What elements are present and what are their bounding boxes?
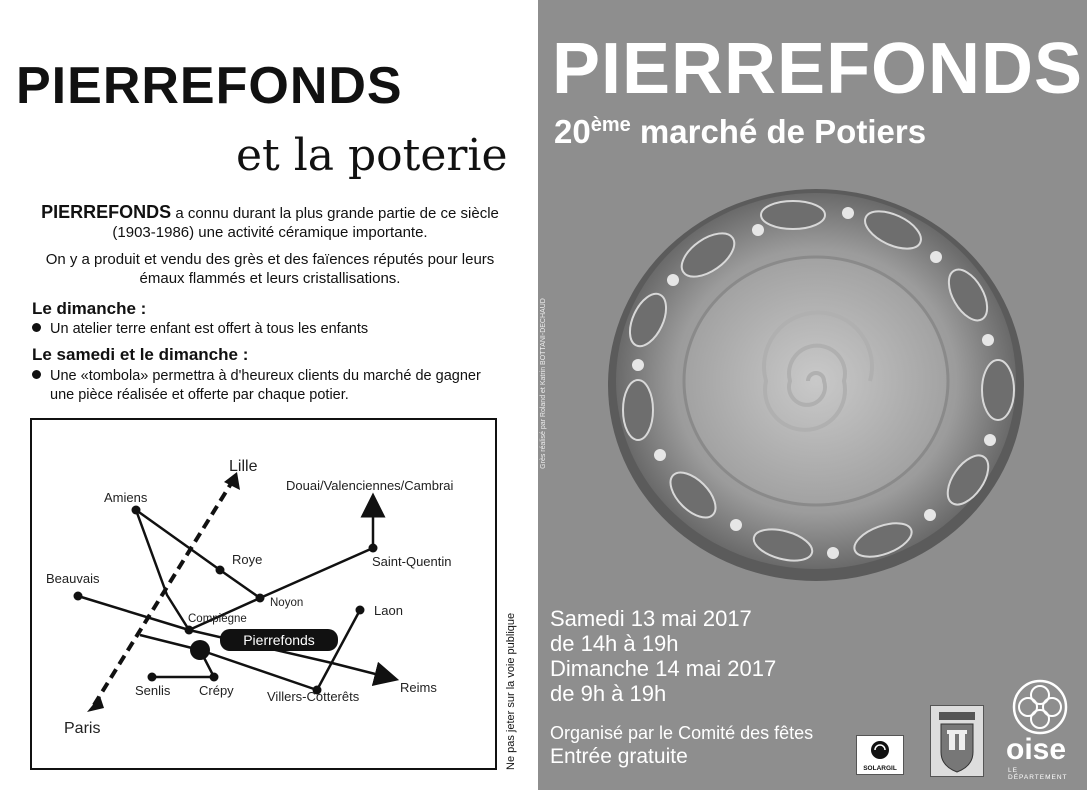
section1-heading: Le dimanche : [32, 299, 147, 318]
organizer-text: Organisé par le Comité des fêtes [550, 723, 814, 743]
map-label-beauvais: Beauvais [46, 571, 100, 586]
section1-bullet [32, 320, 512, 339]
photo-credit: Grès réalisé par Roland et Katrin BOTTANI-DECHAUD [539, 298, 547, 469]
map-label-villers: Villers-Cotterêts [267, 689, 360, 704]
map-label-noyon: Noyon [270, 597, 304, 609]
castle-shield-icon [931, 706, 983, 776]
event-dates [550, 606, 776, 706]
date-sunday: Dimanche 14 mai 2017 [550, 656, 777, 681]
section2-bullet-line2: une pièce réalisée et offerte par chaque potier. [50, 387, 349, 403]
intro-p2-line1: On y a produit et vendu des grès et des faïences réputés pour leurs [45, 251, 495, 268]
oise-department-logo [1000, 675, 1080, 785]
section2-bullet-line1: Une «tombola» permettra à d'heureux clients du marché de gagner [50, 368, 481, 384]
map-roads [32, 420, 499, 772]
bullet-icon [32, 370, 41, 379]
solargil-logo-text: SOLARGIL [863, 765, 897, 772]
bullet-icon [32, 323, 41, 332]
oise-logo-text: oise [1006, 733, 1067, 766]
map-label-lille: Lille [229, 458, 258, 475]
poster-subtitle [554, 113, 926, 151]
time-saturday: de 14h à 19h [550, 631, 679, 656]
map-label-roye: Roye [232, 552, 263, 567]
solargil-logo [856, 735, 904, 775]
map-label-pierrefonds: Pierrefonds [220, 629, 338, 651]
solargil-logo-icon [857, 736, 903, 764]
intro-bold: PIERREFONDS [41, 202, 172, 222]
entry-text: Entrée gratuite [550, 745, 688, 768]
map-label-paris: Paris [64, 720, 101, 737]
intro-line1: a connu durant la plus grande partie de ce siècle [171, 205, 499, 222]
section2-bullet [32, 367, 512, 405]
subtitle-number: 20 [554, 113, 591, 150]
subtitle-sup: ème [590, 114, 631, 136]
section2-heading: Le samedi et le dimanche : [32, 345, 249, 364]
coat-of-arms-logo [930, 705, 984, 777]
section1-bullet-text: Un atelier terre enfant est offert à tous les enfants [50, 321, 369, 337]
intro-line2: (1903-1986) une activité céramique importante. [112, 224, 428, 241]
map-label-amiens: Amiens [104, 490, 148, 505]
access-map [30, 418, 497, 770]
map-label-compiegne: Compiègne [188, 613, 247, 625]
intro-text [20, 203, 520, 296]
subtitle-rest: marché de Potiers [630, 113, 927, 150]
left-page [0, 0, 538, 790]
organizer-block [550, 722, 813, 768]
date-saturday: Samedi 13 mai 2017 [550, 606, 752, 631]
right-page [538, 0, 1087, 790]
intro-p2-line2: émaux flammés et leurs cristallisations. [139, 270, 401, 287]
poster-title: PIERREFONDS [552, 29, 1084, 109]
oise-emblem-icon [1000, 675, 1080, 735]
map-label-crepy: Crépy [199, 683, 234, 698]
map-label-laon: Laon [374, 603, 403, 618]
oise-logo-subtext: LE DÉPARTEMENT [1008, 767, 1068, 781]
plate-image [538, 175, 1087, 625]
left-title: PIERREFONDS [16, 57, 403, 115]
left-subtitle: et la poterie [236, 130, 508, 181]
map-label-reims: Reims [400, 680, 437, 695]
time-sunday: de 9h à 19h [550, 681, 667, 706]
vertical-note: Ne pas jeter sur la voie publique [505, 612, 517, 770]
map-label-douai: Douai/Valenciennes/Cambrai [286, 478, 454, 493]
map-label-saint-quentin: Saint-Quentin [372, 554, 452, 569]
map-label-senlis: Senlis [135, 683, 171, 698]
